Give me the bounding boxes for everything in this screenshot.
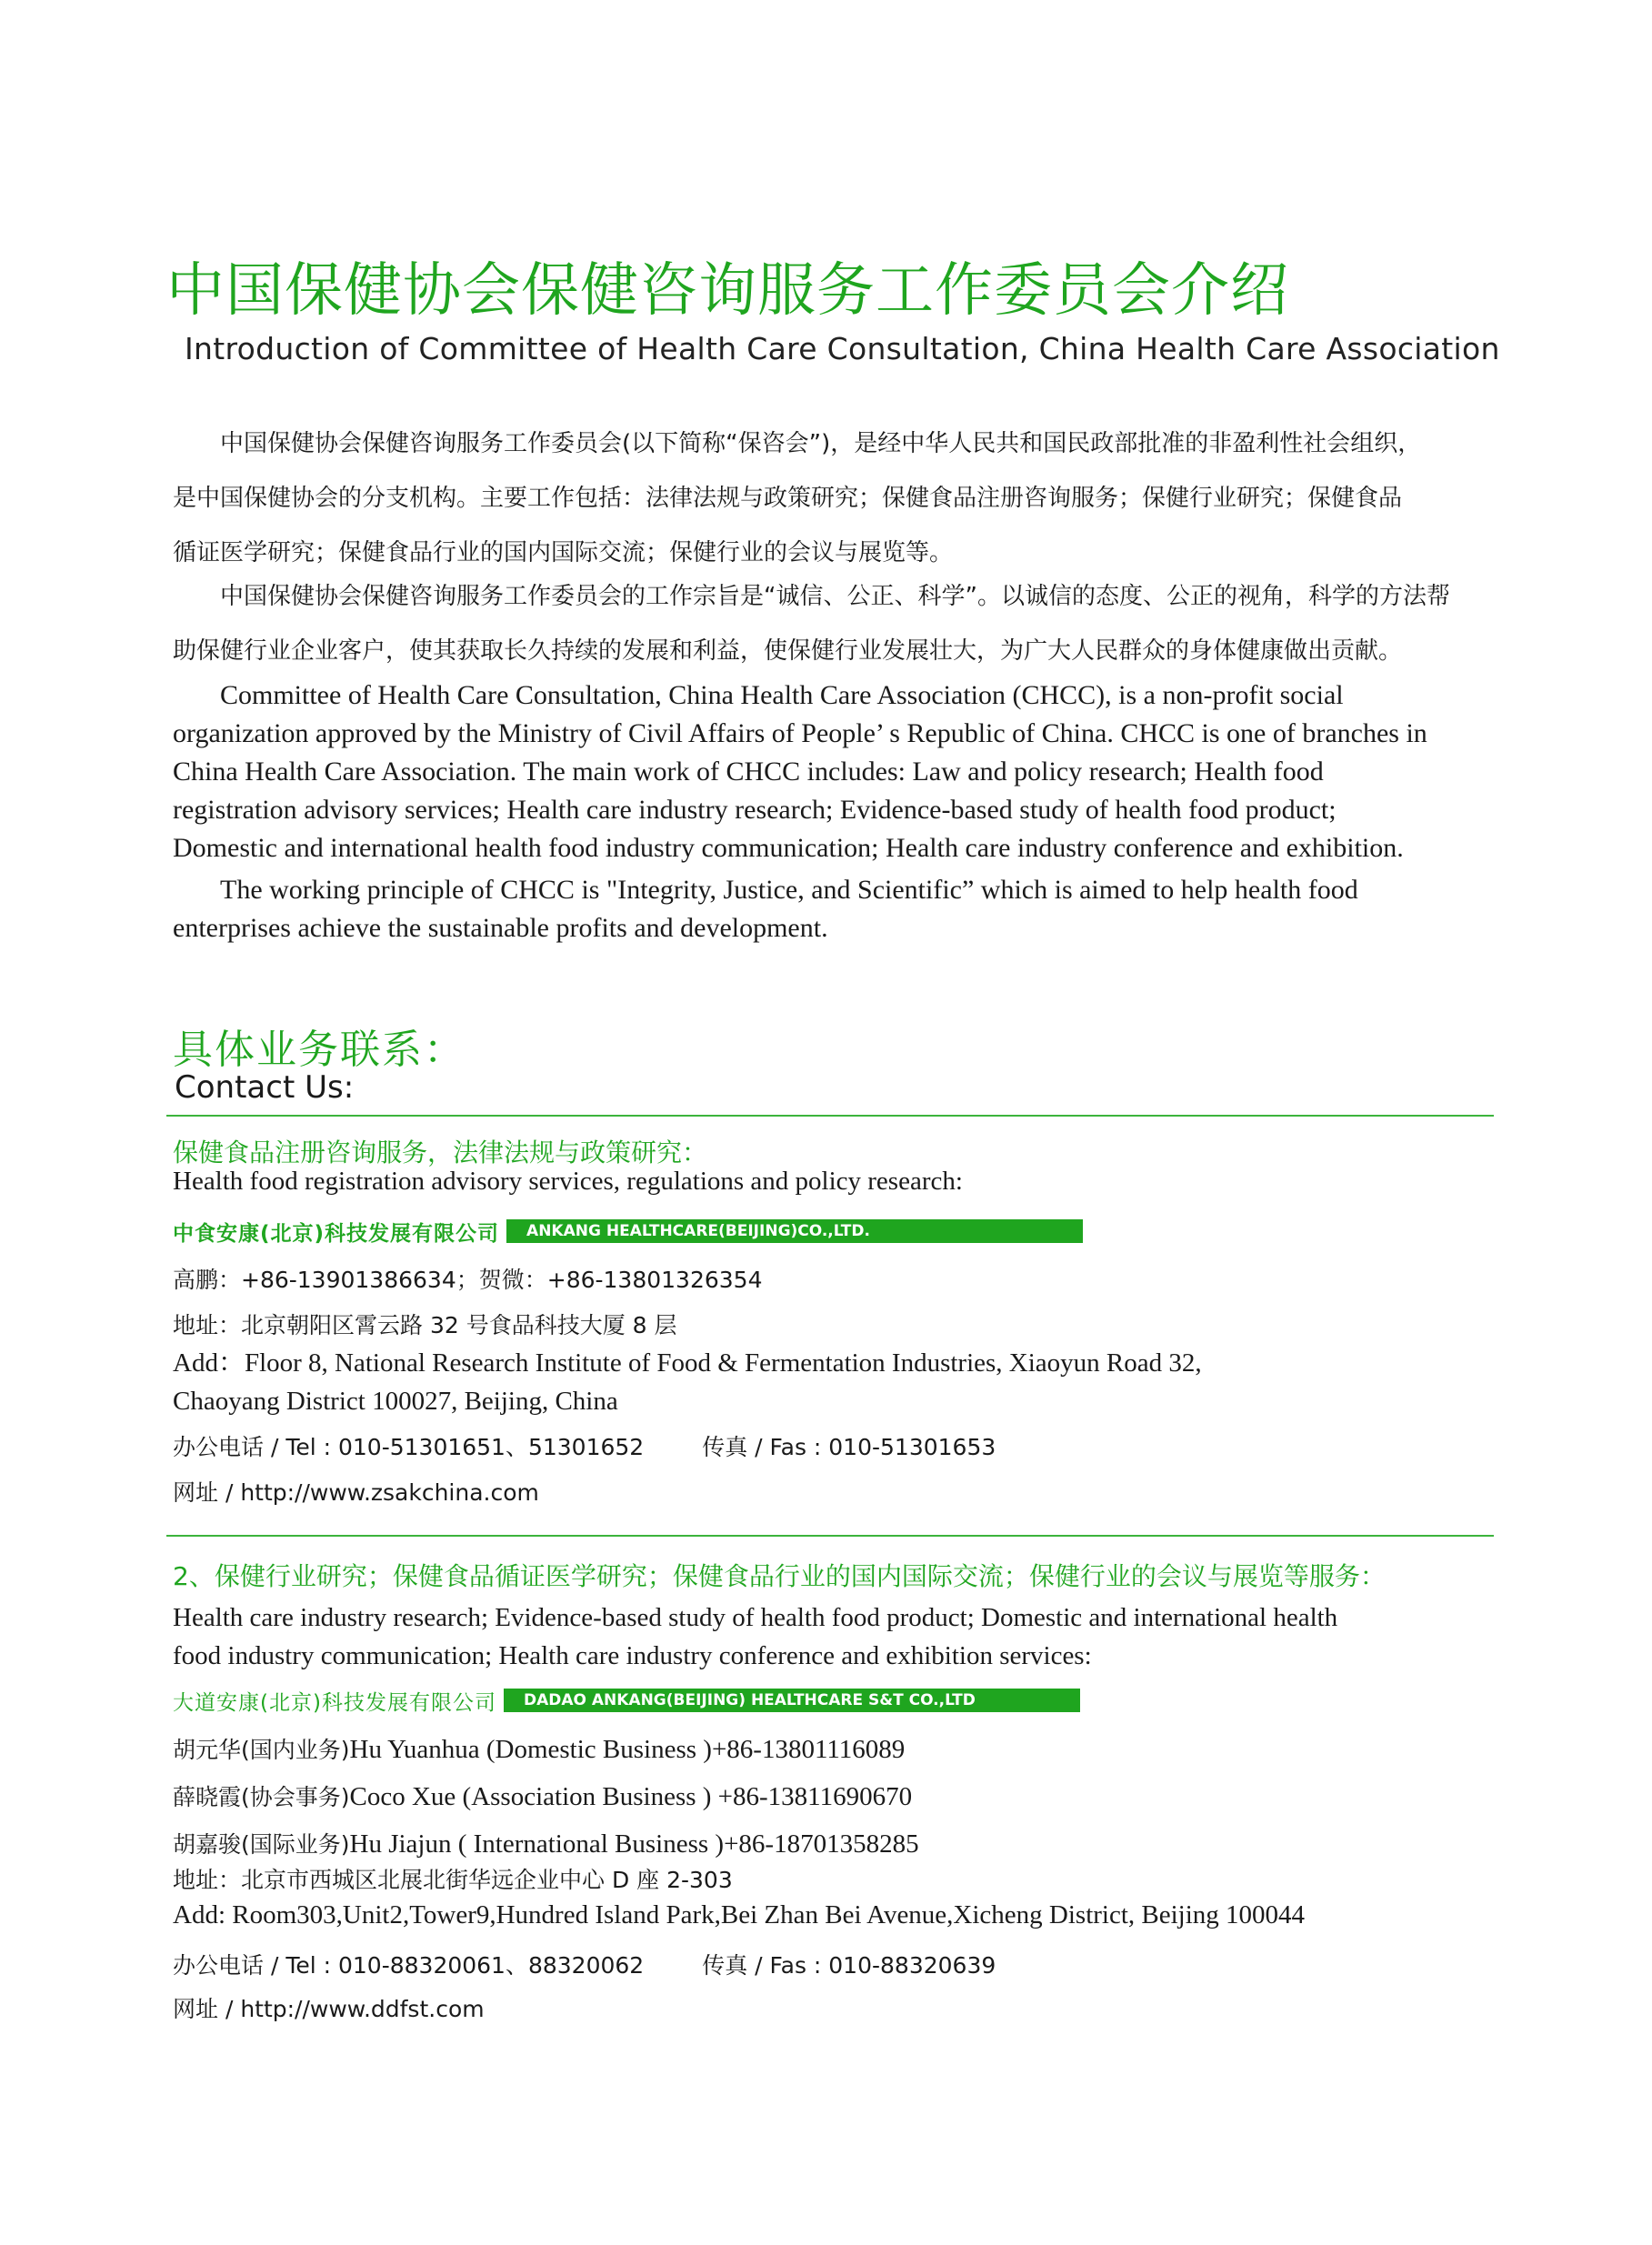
contact-phones: 高鹏：+86-13901386634；贺微：+86-13801326354 xyxy=(173,1267,763,1293)
section-2-heading-en xyxy=(173,1599,1337,1675)
text-line: 中国保健协会保健咨询服务工作委员会的工作宗旨是“诚信、公正、科学”。以诚信的态度、公正的视角，科学的方法帮 xyxy=(220,583,1450,610)
company-2-name-en: DADAO ANKANG(BEIJING) HEALTHCARE S&T CO.,LTD xyxy=(504,1689,1080,1712)
address-en xyxy=(173,1344,1202,1420)
text-line: Add：Floor 8, National Research Institute of Food & Fermentation Industries, Xiaoyun Road 32, xyxy=(173,1348,1202,1378)
office-fax: 传真 / Fas : 010-88320639 xyxy=(702,1952,996,1979)
company-1-name-cn: 中食安康(北京)科技发展有限公司 xyxy=(173,1221,500,1246)
page-subtitle: Introduction of Committee of Health Care Consultation, China Health Care Association xyxy=(185,331,1500,366)
address-cn: 地址：北京市西城区北展北街华远企业中心 D 座 2-303 xyxy=(173,1867,733,1893)
contact-title: 具体业务联系： xyxy=(173,1027,466,1073)
people-list xyxy=(173,1728,919,1869)
company-1 xyxy=(173,1218,1083,1244)
company-1-name-en: ANKANG HEALTHCARE(BEIJING)CO.,LTD. xyxy=(506,1219,1083,1243)
person-en: Hu Jiajun ( International Business )+86-18701358285 xyxy=(349,1829,919,1859)
company-2 xyxy=(173,1688,1080,1713)
website-link[interactable]: 网址 / http://www.ddfst.com xyxy=(173,1996,485,2022)
company-2-name-cn: 大道安康(北京)科技发展有限公司 xyxy=(173,1690,496,1715)
text-line: 助保健行业企业客户，使其获取长久持续的发展和利益，使保健行业发展壮大，为广大人民群众的身体健康做出贡献。 xyxy=(173,637,1403,665)
intro-cn-paragraph-1 xyxy=(173,416,1491,580)
list-item xyxy=(173,1728,919,1775)
website-link[interactable]: 网址 / http://www.zsakchina.com xyxy=(173,1479,539,1506)
intro-en-paragraph-1 xyxy=(173,677,1427,867)
text-line: food industry communication; Health care industry conference and exhibition services: xyxy=(173,1641,1092,1670)
text-line: Committee of Health Care Consultation, China Health Care Association (CHCC), is a non-profit social xyxy=(220,680,1344,710)
contact-subtitle: Contact Us: xyxy=(175,1069,355,1106)
section-1-heading: 保健食品注册咨询服务，法律法规与政策研究： xyxy=(173,1138,708,1168)
person-cn: 胡嘉骏(国际业务) xyxy=(173,1831,350,1858)
person-en: Hu Yuanhua (Domestic Business )+86-13801116089 xyxy=(349,1735,906,1764)
section-1-heading-en: Health food registration advisory services, regulations and policy research: xyxy=(173,1167,963,1196)
text-line: 中国保健协会保健咨询服务工作委员会(以下简称“保咨会”)，是经中华人民共和国民政部批准的非盈利性社会组织， xyxy=(220,430,1422,457)
text-line: Health care industry research; Evidence-based study of health food product; Domestic and international health xyxy=(173,1603,1338,1632)
section-2-heading: 2、保健行业研究；保健食品循证医学研究；保健食品行业的国内国际交流；保健行业的会议与展览等服务： xyxy=(173,1561,1386,1591)
text-line: Domestic and international health food industry communication; Health care industry conference and exhibition. xyxy=(173,833,1404,863)
intro-en-paragraph-2 xyxy=(173,871,1358,947)
divider xyxy=(166,1115,1494,1117)
text-line: 是中国保健协会的分支机构。主要工作包括：法律法规与政策研究；保健食品注册咨询服务；保健行业研究；保健食品 xyxy=(173,485,1403,512)
office-tel: 办公电话 / Tel : 010-51301651、51301652 xyxy=(173,1434,645,1460)
person-cn: 薛晓霞(协会事务) xyxy=(173,1784,350,1810)
tel-fax-row xyxy=(173,1429,996,1462)
address-en: Add: Room303,Unit2,Tower9,Hundred Island Park,Bei Zhan Bei Avenue,Xicheng District, Beijing 100044 xyxy=(173,1900,1306,1929)
person-cn: 胡元华(国内业务) xyxy=(173,1737,350,1763)
address-cn: 地址：北京朝阳区霄云路 32 号食品科技大厦 8 层 xyxy=(173,1312,677,1338)
text-line: China Health Care Association. The main work of CHCC includes: Law and policy research; Health food xyxy=(173,757,1324,787)
divider xyxy=(166,1535,1494,1537)
tel-fax-row xyxy=(173,1948,996,1980)
intro-cn-paragraph-2 xyxy=(173,569,1491,678)
text-line: registration advisory services; Health care industry research; Evidence-based study of health food product; xyxy=(173,795,1337,825)
list-item xyxy=(173,1775,919,1822)
office-tel: 办公电话 / Tel : 010-88320061、88320062 xyxy=(173,1952,645,1979)
page-title: 中国保健协会保健咨询服务工作委员会介绍 xyxy=(166,257,1289,325)
person-en: Coco Xue (Association Business ) +86-13811690670 xyxy=(349,1782,913,1811)
text-line: The working principle of CHCC is "Integrity, Justice, and Scientific” which is aimed to help health food xyxy=(220,875,1358,905)
text-line: Chaoyang District 100027, Beijing, China xyxy=(173,1387,618,1416)
text-line: organization approved by the Ministry of Civil Affairs of People’ s Republic of China. CHCC is one of branches in xyxy=(173,718,1427,748)
office-fax: 传真 / Fas : 010-51301653 xyxy=(702,1434,996,1460)
text-line: enterprises achieve the sustainable profits and development. xyxy=(173,913,828,943)
text-line: 循证医学研究；保健食品行业的国内国际交流；保健行业的会议与展览等。 xyxy=(173,539,954,566)
